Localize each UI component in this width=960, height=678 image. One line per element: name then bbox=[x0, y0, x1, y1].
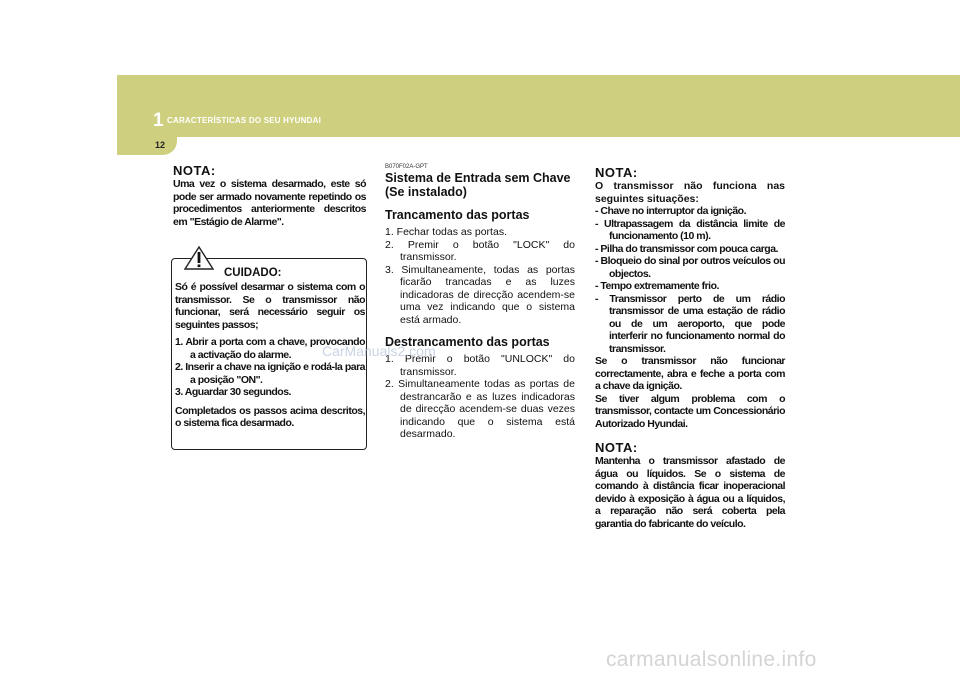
column-right bbox=[595, 165, 785, 530]
note-text: Mantenha o transmissor afastado de água ou líquidos. Se o sistema de comando à distância ficar inoperacional devido à exposição à água ou a líquidos, a reparação não será coberta pela garantia do fabricante do veículo. bbox=[595, 455, 785, 530]
list-item: 2. Premir o botão "LOCK" do transmissor. bbox=[385, 238, 575, 263]
note-paragraph: Se tiver algum problema com o transmissor, contacte um Concessionário Autorizado Hyundai. bbox=[595, 392, 785, 430]
watermark: CarManuals2.com bbox=[322, 343, 436, 359]
list-item: - Bloqueio do sinal por outros veículos ou objectos. bbox=[595, 255, 785, 280]
watermark-footer: carmanualsonline.info bbox=[606, 648, 817, 671]
chapter-number: 1 bbox=[153, 110, 164, 131]
list-item: 2. Inserir a chave na ignição e rodá-la para a posição "ON". bbox=[175, 361, 365, 386]
note-title: NOTA: bbox=[173, 163, 216, 178]
list-item: 3. Aguardar 30 segundos. bbox=[175, 386, 291, 398]
page-number-tab bbox=[117, 137, 177, 155]
header-band bbox=[117, 75, 960, 137]
list-item: - Pilha do transmissor com pouca carga. bbox=[595, 242, 778, 255]
chapter-title: CARACTERÍSTICAS DO SEU HYUNDAI bbox=[167, 116, 322, 125]
lock-steps bbox=[385, 226, 575, 326]
list-item: - Tempo extremamente frio. bbox=[595, 280, 719, 292]
list-item: - Chave no interruptor da ignição. bbox=[595, 205, 747, 217]
warning-triangle-icon bbox=[184, 246, 214, 270]
reasons-list bbox=[595, 205, 785, 355]
lock-title: Trancamento das portas bbox=[385, 208, 530, 222]
list-item: - Ultrapassagem da distância limite de funcionamento (10 m). bbox=[595, 217, 785, 242]
page-number: 12 bbox=[155, 140, 166, 150]
note-title: NOTA: bbox=[595, 165, 638, 180]
note-text: Uma vez o sistema desarmado, este só pode ser armado novamente repetindo os procedimentos anteriormente descritos em "Estágio de Alarme". bbox=[173, 178, 366, 228]
list-item: 1. Abrir a porta com a chave, provocando a activação do alarme. bbox=[175, 336, 365, 361]
caution-title: CUIDADO: bbox=[224, 267, 282, 279]
note-intro: O transmissor não funciona nas seguintes situações: bbox=[595, 180, 785, 205]
section-code: B070F02A-GPT bbox=[385, 164, 428, 170]
list-item: 1. Fechar todas as portas. bbox=[385, 226, 507, 238]
note-paragraph: Se o transmissor não funcionar correctamente, abra e feche a porta com a chave da ignição. bbox=[595, 355, 785, 392]
column-left bbox=[173, 163, 366, 228]
list-item: 3. Simultaneamente, todas as portas ficarão trancadas e as luzes indicadoras de direcção acendem-se uma vez indicando que o sistema está armado. bbox=[385, 263, 575, 326]
section-title: Sistema de Entrada sem Chave (Se instalado) bbox=[385, 171, 571, 199]
list-item: 1. Premir o botão "UNLOCK" do transmissor. bbox=[385, 353, 575, 378]
note-title: NOTA: bbox=[595, 440, 638, 455]
column-middle bbox=[385, 164, 575, 441]
unlock-steps bbox=[385, 353, 575, 441]
caution-ending: Completados os passos acima descritos, o sistema fica desarmado. bbox=[175, 404, 365, 429]
list-item: - Transmissor perto de um rádio transmissor de uma estação de rádio ou de um aeroporto, que pode interferir no funcionamento normal do transmissor. bbox=[595, 292, 785, 355]
unlock-title: Destrancamento das portas bbox=[385, 335, 550, 349]
caution-intro: Só é possível desarmar o sistema com o transmissor. Se o transmissor não funcionar, será necessário seguir os seguintes passos; bbox=[175, 281, 365, 331]
list-item: 2. Simultaneamente todas as portas de destrancarão e as luzes indicadoras de direcção acendem-se duas vezes indicando que o sistema está desarmado. bbox=[385, 378, 575, 440]
